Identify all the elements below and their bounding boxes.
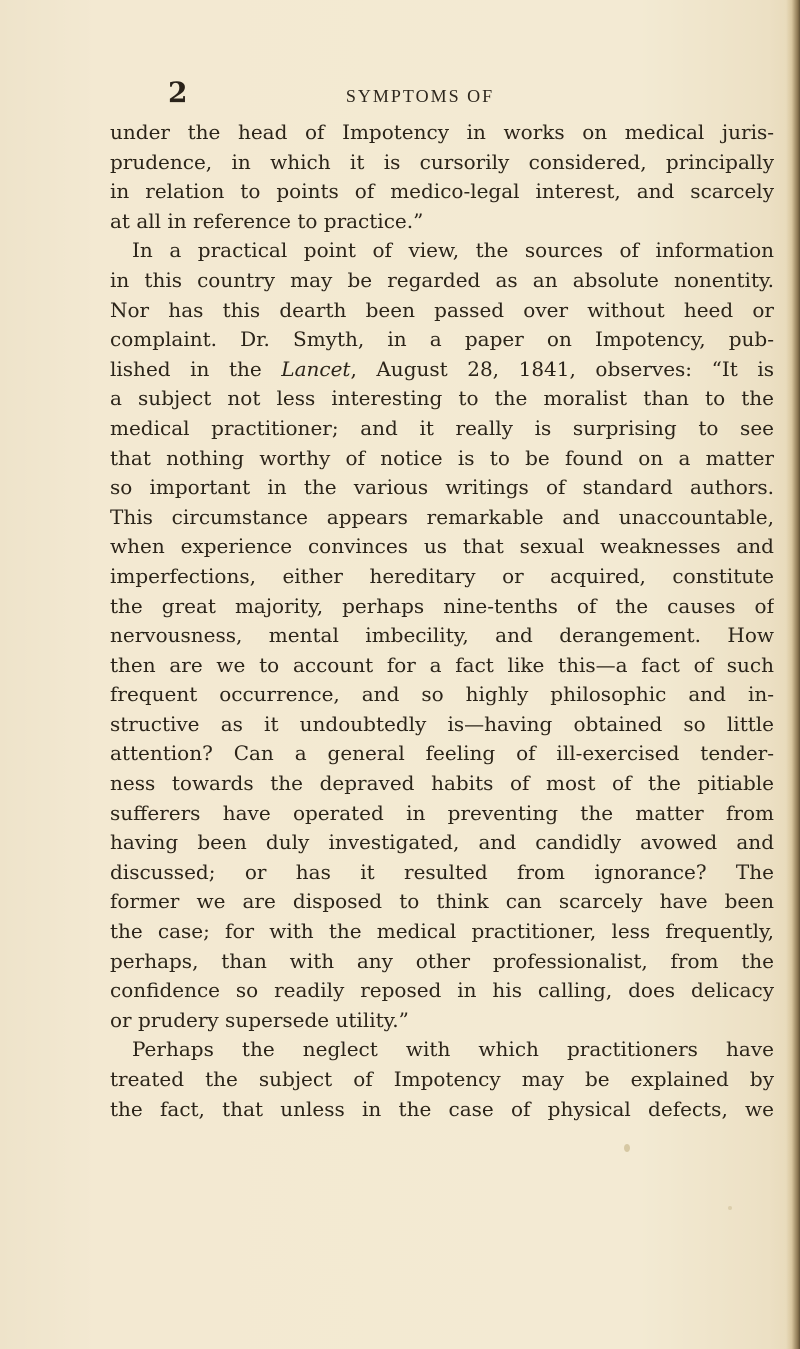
text-line: in relation to points of medico-legal interest, and scarcely: [110, 179, 774, 204]
text-line: the case; for with the medical practitioner, less frequently,: [110, 919, 774, 944]
paper-blemish: [624, 1144, 630, 1152]
text-line: attention? Can a general feeling of ill-exercised tender-: [110, 741, 774, 766]
text-line: under the head of Impotency in works on medical juris-: [110, 120, 774, 144]
text-line: imperfections, either hereditary or acquired, constitute: [110, 563, 774, 588]
text-line: This circumstance appears remarkable and unaccountable,: [110, 504, 774, 529]
text-line: that nothing worthy of notice is to be found on a matter: [110, 445, 774, 470]
text-line: prudence, in which it is cursorily considered, principally: [110, 149, 774, 174]
text-line: frequent occurrence, and so highly philosophic and in-: [110, 682, 774, 707]
text-line: the great majority, perhaps nine-tenths of the causes of: [110, 593, 774, 618]
text-line: then are we to account for a fact like this—a fact of such: [110, 652, 774, 677]
paragraph-start-line: In a practical point of view, the sources of information: [132, 238, 774, 263]
text-line: ness towards the depraved habits of most of the pitiable: [110, 771, 774, 796]
text-line: having been duly investigated, and candidly avowed and: [110, 830, 774, 855]
text-line: perhaps, than with any other professionalist, from the: [110, 948, 774, 973]
page-number: 2: [168, 76, 188, 109]
text-line: complaint. Dr. Smyth, in a paper on Impotency, pub-: [110, 327, 774, 352]
text-line: when experience convinces us that sexual weaknesses and: [110, 534, 774, 559]
text-line: treated the subject of Impotency may be explained by: [110, 1067, 774, 1091]
paragraph-start-line: Perhaps the neglect with which practitioners have: [132, 1037, 774, 1062]
text-line: at all in reference to practice.”: [110, 208, 424, 233]
running-head: SYMPTOMS OF: [345, 86, 495, 106]
text-line: the fact, that unless in the case of physical defects, we: [110, 1096, 774, 1121]
text-line: discussed; or has it resulted from ignorance? The: [110, 859, 774, 884]
text-line: structive as it undoubtedly is—having obtained so little: [110, 711, 774, 736]
page-edge-shadow: [786, 0, 800, 1349]
text-line: a subject not less interesting to the moralist than to the: [110, 386, 774, 411]
text-line: Nor has this dearth been passed over without heed or: [110, 297, 774, 322]
text-line: confidence so readily reposed in his calling, does delicacy: [110, 978, 774, 1003]
text-line: nervousness, mental imbecility, and derangement. How: [110, 623, 774, 648]
text-line: sufferers have operated in preventing the matter from: [110, 800, 774, 825]
paper-blemish: [728, 1206, 732, 1210]
body-text: [110, 118, 774, 1124]
text-line: medical practitioner; and it really is surprising to see: [110, 415, 774, 440]
text-line: so important in the various writings of standard authors.: [110, 475, 774, 500]
text-line: in this country may be regarded as an absolute nonentity.: [110, 267, 774, 292]
text-line: former we are disposed to think can scarcely have been: [110, 889, 774, 914]
text-line: or prudery supersede utility.”: [110, 1007, 409, 1032]
text-line-lancet-citation: lished in the Lancet, August 28, 1841, observes: “It is: [110, 356, 774, 381]
